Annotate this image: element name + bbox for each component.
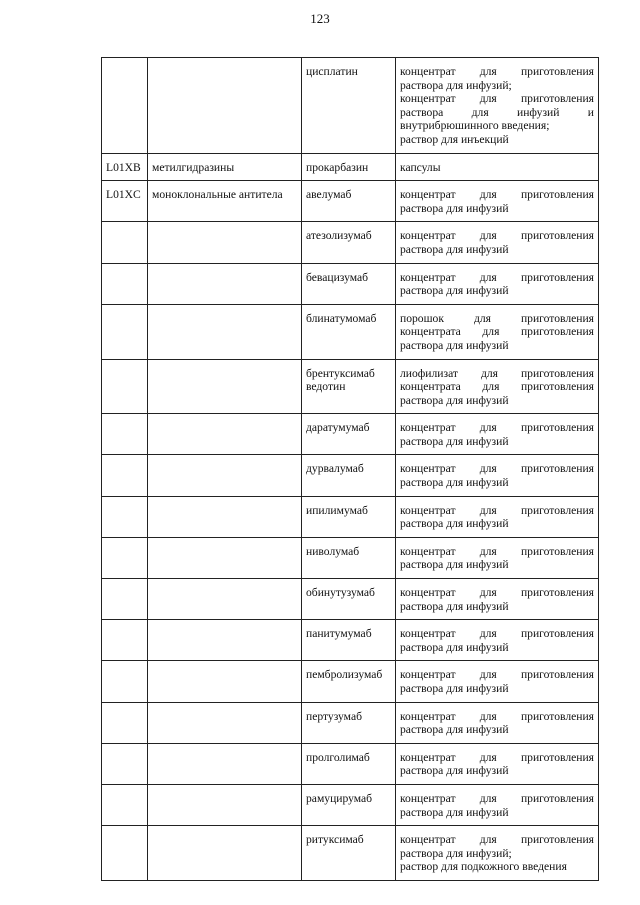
page-number: 123 xyxy=(310,11,330,26)
atc-group-cell xyxy=(148,263,302,304)
atc-code-cell xyxy=(102,620,148,661)
atc-group-cell xyxy=(148,414,302,455)
dosage-form-text: концентрат для приготовления раствора для инфузий xyxy=(400,627,594,654)
dosage-form-text: концентрат для приготовления раствора для инфузий xyxy=(400,421,594,448)
dosage-form-text: капсулы xyxy=(400,160,441,174)
atc-group-cell xyxy=(148,496,302,537)
dosage-form-text: концентрат для приготовления раствора для инфузий xyxy=(400,709,594,737)
table-row xyxy=(102,58,599,154)
atc-group-cell xyxy=(148,579,302,620)
dosage-form-cell xyxy=(396,263,599,304)
dosage-form-text: концентрат для приготовления раствора для инфузий xyxy=(400,668,594,695)
dosage-form-text: концентрат для приготовления раствора для инфузий xyxy=(400,750,594,778)
atc-group-cell xyxy=(148,58,302,154)
atc-group-cell xyxy=(148,784,302,825)
drug-name-cell: рамуцирумаб xyxy=(302,784,396,825)
table-row xyxy=(102,359,599,414)
drug-name-cell: бевацизумаб xyxy=(302,263,396,304)
drug-name-cell: цисплатин xyxy=(302,58,396,154)
drug-name-cell: даратумумаб xyxy=(302,414,396,455)
table-row xyxy=(102,784,599,825)
atc-code-cell xyxy=(102,784,148,825)
atc-group-cell xyxy=(148,826,302,881)
dosage-form-text: концентрат для приготовления раствора для инфузий xyxy=(400,270,594,298)
dosage-form-cell xyxy=(396,579,599,620)
table-row xyxy=(102,826,599,881)
dosage-form-text: концентрат для приготовления раствора для инфузий xyxy=(400,791,594,819)
drug-name-cell: блинатумомаб xyxy=(302,304,396,359)
atc-code-cell xyxy=(102,579,148,620)
dosage-form-cell xyxy=(396,661,599,702)
drug-name-cell: дурвалумаб xyxy=(302,455,396,496)
dosage-form-cell xyxy=(396,359,599,414)
table-row xyxy=(102,455,599,496)
dosage-form-text: раствор для подкожного введения xyxy=(400,860,567,874)
dosage-form-cell xyxy=(396,414,599,455)
table-row xyxy=(102,661,599,702)
dosage-form-cell xyxy=(396,496,599,537)
atc-group-cell: моноклональные антитела xyxy=(148,181,302,222)
dosage-form-cell xyxy=(396,826,599,881)
dosage-form-cell xyxy=(396,702,599,743)
drug-name-cell: ипилимумаб xyxy=(302,496,396,537)
drug-name-cell: пембролизумаб xyxy=(302,661,396,702)
table-row xyxy=(102,222,599,263)
dosage-form-text: концентрат для приготовления раствора для инфузий xyxy=(400,462,594,490)
atc-code-cell xyxy=(102,304,148,359)
atc-code-cell: L01XC xyxy=(102,181,148,222)
table-row xyxy=(102,537,599,578)
atc-code-cell xyxy=(102,359,148,414)
drug-name-cell: обинутузумаб xyxy=(302,579,396,620)
atc-code-cell xyxy=(102,661,148,702)
atc-code-cell xyxy=(102,58,148,154)
dosage-form-text: концентрат для приготовления раствора для инфузий xyxy=(400,229,594,256)
dosage-form-text: концентрат для приготовления раствора для инфузий xyxy=(400,188,594,215)
atc-group-cell: метилгидразины xyxy=(148,153,302,181)
atc-code-cell xyxy=(102,537,148,578)
table-row xyxy=(102,181,599,222)
dosage-form-text: концентрат для приготовления раствора для инфузий и внутрибрюшинного введения; xyxy=(400,92,594,133)
atc-group-cell xyxy=(148,620,302,661)
table-row xyxy=(102,702,599,743)
table-row xyxy=(102,496,599,537)
drug-name-cell: пертузумаб xyxy=(302,702,396,743)
dosage-form-cell xyxy=(396,537,599,578)
drug-name-cell: брентуксимаб ведотин xyxy=(302,359,396,414)
dosage-form-cell xyxy=(396,153,599,181)
atc-code-cell xyxy=(102,702,148,743)
atc-group-cell xyxy=(148,222,302,263)
dosage-form-text: концентрат для приготовления раствора для инфузий xyxy=(400,544,594,572)
drug-table xyxy=(101,57,599,881)
drug-name-cell: прокарбазин xyxy=(302,153,396,181)
drug-name-cell: атезолизумаб xyxy=(302,222,396,263)
table-row xyxy=(102,153,599,181)
atc-group-cell xyxy=(148,359,302,414)
table-row xyxy=(102,304,599,359)
drug-name-cell: авелумаб xyxy=(302,181,396,222)
drug-name-cell: пролголимаб xyxy=(302,743,396,784)
atc-code-cell xyxy=(102,263,148,304)
dosage-form-text: концентрат для приготовления раствора для инфузий; xyxy=(400,65,594,92)
dosage-form-text: лиофилизат для приготовления концентрата для приготовления раствора для инфузий xyxy=(400,366,594,407)
dosage-form-cell xyxy=(396,743,599,784)
dosage-form-cell xyxy=(396,620,599,661)
atc-group-cell xyxy=(148,702,302,743)
atc-code-cell: L01XB xyxy=(102,153,148,181)
dosage-form-cell xyxy=(396,222,599,263)
drug-name-cell: ниволумаб xyxy=(302,537,396,578)
dosage-form-cell xyxy=(396,58,599,154)
dosage-form-text: концентрат для приготовления раствора для инфузий xyxy=(400,586,594,613)
dosage-form-cell xyxy=(396,784,599,825)
drug-name-cell: ритуксимаб xyxy=(302,826,396,881)
dosage-form-cell xyxy=(396,455,599,496)
dosage-form-text: концентрат для приготовления раствора для инфузий xyxy=(400,503,594,531)
atc-group-cell xyxy=(148,455,302,496)
dosage-form-text: порошок для приготовления концентрата для приготовления раствора для инфузий xyxy=(400,311,594,352)
dosage-form-text: концентрат для приготовления раствора для инфузий; xyxy=(400,833,594,860)
table-row xyxy=(102,414,599,455)
dosage-form-cell xyxy=(396,181,599,222)
atc-code-cell xyxy=(102,826,148,881)
atc-code-cell xyxy=(102,414,148,455)
atc-group-cell xyxy=(148,304,302,359)
table-row xyxy=(102,620,599,661)
atc-code-cell xyxy=(102,496,148,537)
drug-table-body xyxy=(102,58,599,881)
atc-code-cell xyxy=(102,222,148,263)
atc-code-cell xyxy=(102,455,148,496)
table-row xyxy=(102,579,599,620)
table-row xyxy=(102,743,599,784)
dosage-form-cell xyxy=(396,304,599,359)
atc-code-cell xyxy=(102,743,148,784)
table-row xyxy=(102,263,599,304)
atc-group-cell xyxy=(148,537,302,578)
atc-group-cell xyxy=(148,661,302,702)
dosage-form-text: раствор для инъекций xyxy=(400,132,509,146)
atc-group-cell xyxy=(148,743,302,784)
drug-name-cell: панитумумаб xyxy=(302,620,396,661)
